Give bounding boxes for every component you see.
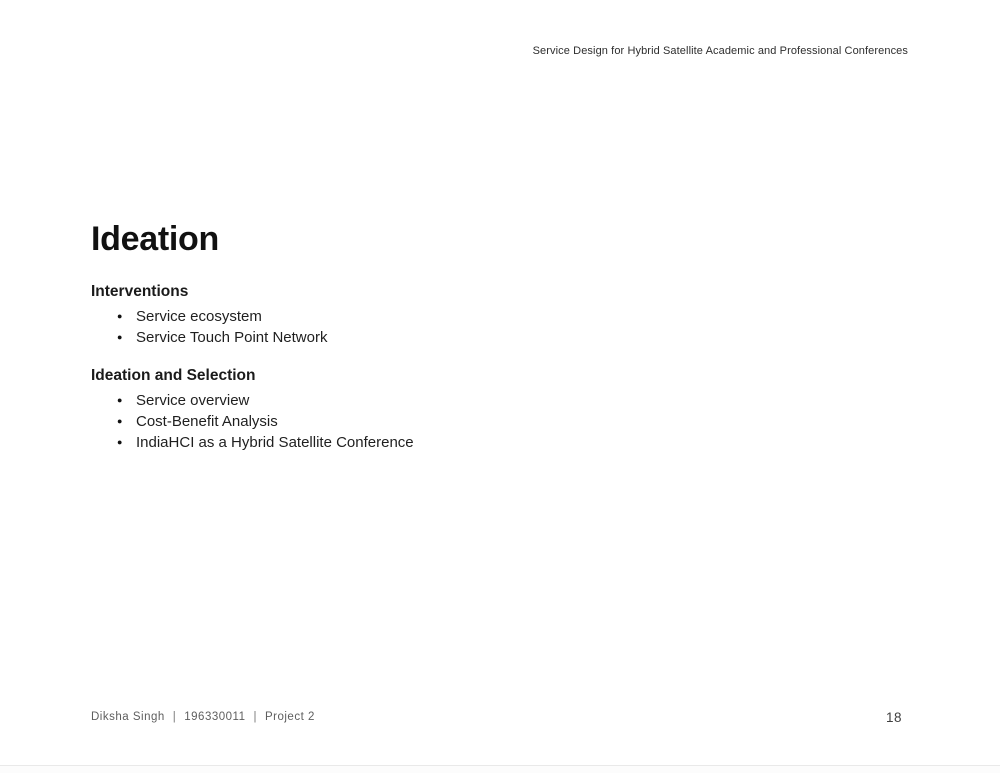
list-item	[91, 411, 909, 432]
list-item-label: IndiaHCI as a Hybrid Satellite Conference	[136, 434, 414, 451]
list-item-label: Cost-Benefit Analysis	[136, 413, 278, 430]
page-number: 18	[885, 710, 902, 725]
bullet-icon: ●	[117, 395, 123, 405]
running-header: Service Design for Hybrid Satellite Academic and Professional Conferences	[532, 45, 908, 57]
bullet-icon: ●	[117, 311, 123, 321]
page-content	[91, 222, 909, 453]
page-footer	[91, 710, 315, 725]
list-item	[91, 390, 909, 411]
section-heading: Interventions	[91, 283, 189, 300]
bullet-icon: ●	[117, 437, 123, 447]
page-title: Ideation	[91, 220, 219, 258]
bullet-icon: ●	[117, 416, 123, 426]
page-bottom-edge	[0, 765, 1000, 773]
list-item	[91, 306, 909, 327]
list-item-label: Service overview	[136, 392, 250, 409]
section-ideation-and-selection	[91, 368, 909, 453]
section-heading: Ideation and Selection	[91, 367, 256, 384]
list-item-label: Service ecosystem	[136, 308, 262, 325]
list-item-label: Service Touch Point Network	[136, 329, 328, 346]
bullet-list	[91, 306, 909, 348]
bullet-icon: ●	[117, 332, 123, 342]
list-item	[91, 432, 909, 453]
footer-student-id: 196330011	[184, 711, 246, 723]
bullet-list	[91, 390, 909, 453]
footer-author: Diksha Singh	[91, 711, 165, 723]
section-interventions	[91, 284, 909, 348]
footer-separator: |	[253, 711, 257, 723]
footer-separator: |	[172, 711, 177, 723]
footer-project: Project 2	[264, 711, 315, 723]
list-item	[91, 327, 909, 348]
